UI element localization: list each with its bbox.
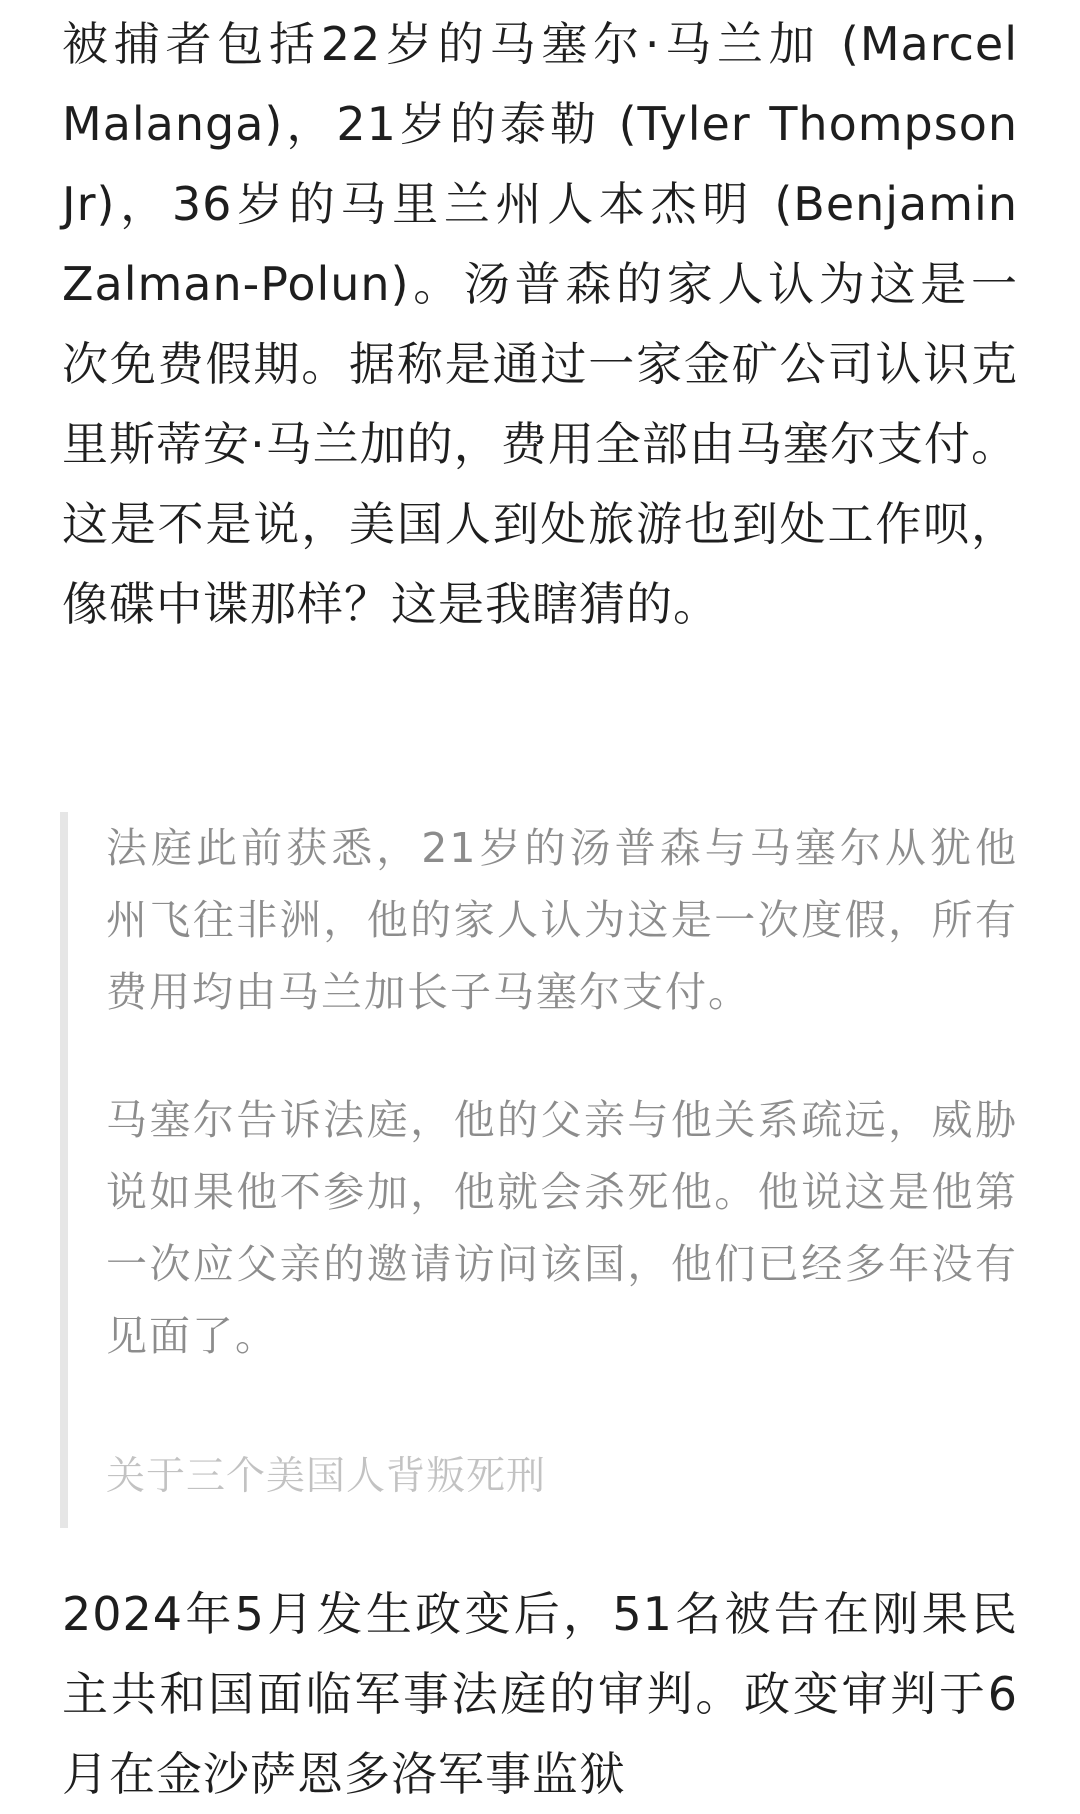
blockquote <box>60 812 1020 1528</box>
quote-paragraph: 马塞尔告诉法庭，他的父亲与他关系疏远，威胁说如果他不参加，他就会杀死他。他说这是他第一次应父亲的邀请访问该国，他们已经多年没有见面了。 <box>106 1096 1018 1360</box>
quote-paragraph: 法庭此前获悉，21岁的汤普森与马塞尔从犹他州飞往非洲，他的家人认为这是一次度假，所有费用均由马兰加长子马塞尔支付。 <box>106 824 1018 1016</box>
article-paragraph: 被捕者包括22岁的马塞尔·马兰加 (Marcel Malanga)，21岁的泰勒 (Tyler Thompson Jr)，36岁的马里兰州人本杰明 (Benjamin Zalman-Polun)。汤普森的家人认为这是一次免费假期。据称是通过一家金矿公司认识克里斯蒂安·马兰加的，费用全部由马塞尔支付。这是不是说，美国人到处旅游也到处工作呗，像碟中谍那样？这是我瞎猜的。 <box>62 17 1018 631</box>
quote-source-link[interactable]: 关于三个美国人背叛死刑 <box>106 1454 547 1499</box>
article-paragraph: 2024年5月发生政变后，51名被告在刚果民主共和国面临军事法庭的审判。政变审判于6月在金沙萨恩多洛军事监狱 <box>62 1587 1018 1801</box>
